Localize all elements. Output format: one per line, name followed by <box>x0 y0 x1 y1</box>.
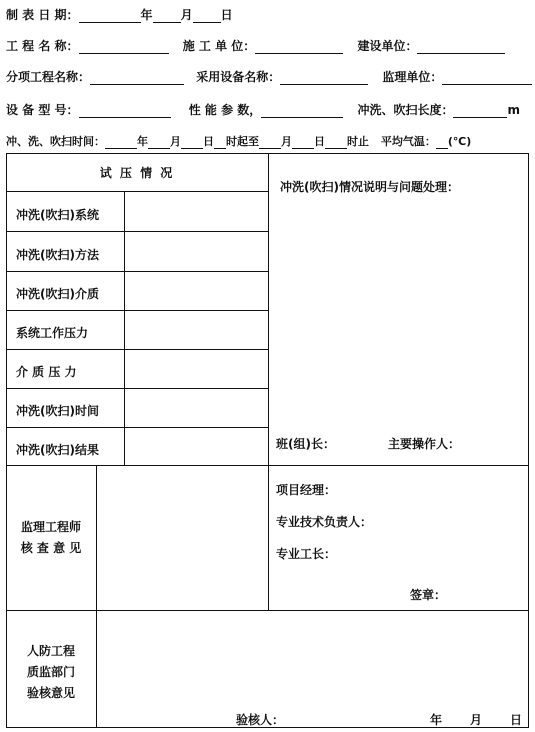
value-cell-method[interactable] <box>125 232 267 270</box>
reviewer-label: 验核人： <box>236 713 285 727</box>
right-title: 冲洗(吹扫)情况说明与问题处理： <box>280 180 459 194</box>
main-operator-label: 主要操作人： <box>388 437 461 451</box>
project-name-label: 工 程 名 称： <box>6 39 79 53</box>
value-cell-result[interactable] <box>125 428 267 464</box>
civil-opinion-area[interactable] <box>97 611 528 701</box>
section-title: 试 压 情 况 <box>99 166 175 180</box>
value-cell-medium[interactable] <box>125 272 267 309</box>
time-end-month-field[interactable] <box>259 136 281 149</box>
construction-unit-field[interactable] <box>255 41 343 54</box>
performance-field[interactable] <box>261 105 343 118</box>
header-row-model <box>6 101 531 118</box>
year-label: 年 <box>140 8 153 22</box>
month-label: 月 <box>180 8 193 22</box>
time-month-field[interactable] <box>148 136 170 149</box>
foreman-label: 专业工长： <box>276 547 337 561</box>
unit-m-label: m <box>507 103 520 117</box>
review-month-label: 月 <box>470 713 483 727</box>
header-row-project <box>6 37 531 54</box>
time-end-day-field[interactable] <box>292 136 314 149</box>
time-year-field[interactable] <box>105 136 137 149</box>
equipment-name-field[interactable] <box>280 72 368 85</box>
header-row-time <box>6 133 531 149</box>
value-cell-working-pressure[interactable] <box>125 311 267 348</box>
time-start-hour-field[interactable] <box>214 136 226 149</box>
time-end-month-label: 月 <box>281 135 292 148</box>
project-name-field[interactable] <box>79 41 169 54</box>
row-label-time: 冲洗(吹扫)时间 <box>16 404 99 418</box>
time-start-label: 时起至 <box>226 135 259 148</box>
equipment-model-field[interactable] <box>79 105 171 118</box>
date-label: 制 表 日 期： <box>6 8 79 22</box>
supervision-unit-label: 监理单位： <box>382 70 443 84</box>
header-row-date <box>6 6 531 23</box>
time-end-hour-field[interactable] <box>325 136 347 149</box>
value-cell-system[interactable] <box>125 192 267 230</box>
supervision-unit-field[interactable] <box>442 72 532 85</box>
time-day-label: 日 <box>203 135 214 148</box>
divider <box>268 465 269 610</box>
supervisor-opinion-area[interactable] <box>97 466 267 609</box>
row-label-method: 冲洗(吹扫)方法 <box>16 248 99 262</box>
supervisor-title-line1: 监理工程师 <box>20 520 81 534</box>
avg-temp-field[interactable] <box>436 136 448 149</box>
team-leader-label: 班(组)长： <box>276 437 335 451</box>
project-manager-label: 项目经理： <box>276 483 337 497</box>
civil-title-line2: 质监部门 <box>26 665 75 679</box>
date-year-field[interactable] <box>79 10 141 23</box>
equipment-model-label: 设 备 型 号： <box>6 103 79 117</box>
building-unit-field[interactable] <box>417 41 505 54</box>
civil-title-line3: 验核意见 <box>26 686 75 700</box>
time-end-label: 时止 <box>347 135 369 148</box>
construction-unit-label: 施 工 单 位： <box>182 39 256 53</box>
seal-label: 签章： <box>410 588 447 602</box>
building-unit-label: 建设单位： <box>357 39 418 53</box>
row-label-medium-pressure: 介 质 压 力 <box>16 365 77 379</box>
value-cell-medium-pressure[interactable] <box>125 350 267 387</box>
time-month-label: 月 <box>170 135 181 148</box>
supervisor-title <box>6 517 96 559</box>
equipment-name-label: 采用设备名称： <box>196 70 281 84</box>
review-year-label: 年 <box>430 713 443 727</box>
review-day-label: 日 <box>510 713 523 727</box>
date-day-field[interactable] <box>193 10 221 23</box>
supervisor-title-line2: 核 查 意 见 <box>20 541 82 555</box>
civil-title-line1: 人防工程 <box>26 644 75 658</box>
flush-length-field[interactable] <box>453 105 507 118</box>
flush-time-label: 冲、洗、吹扫时间： <box>6 135 105 148</box>
date-month-field[interactable] <box>153 10 181 23</box>
sub-project-field[interactable] <box>90 72 184 85</box>
civil-defense-title <box>6 641 96 704</box>
time-end-day-label: 日 <box>314 135 325 148</box>
avg-temp-label: 平均气温： <box>380 135 436 148</box>
temp-unit-label: (℃) <box>447 135 472 148</box>
performance-label: 性 能 参 数， <box>188 103 262 117</box>
time-year-label: 年 <box>137 135 148 148</box>
flush-length-label: 冲洗、吹扫长度： <box>357 103 454 117</box>
sub-project-label: 分项工程名称： <box>6 70 91 84</box>
value-cell-time[interactable] <box>125 389 267 426</box>
divider <box>268 153 269 465</box>
tech-lead-label: 专业技术负责人： <box>276 515 373 529</box>
time-day-field[interactable] <box>181 136 203 149</box>
row-label-system: 冲洗(吹扫)系统 <box>16 208 99 222</box>
row-label-working-pressure: 系统工作压力 <box>16 326 89 340</box>
header-row-subproject <box>6 68 531 85</box>
row-label-result: 冲洗(吹扫)结果 <box>16 443 99 457</box>
row-label-medium: 冲洗(吹扫)介质 <box>16 287 99 301</box>
day-label: 日 <box>220 8 233 22</box>
